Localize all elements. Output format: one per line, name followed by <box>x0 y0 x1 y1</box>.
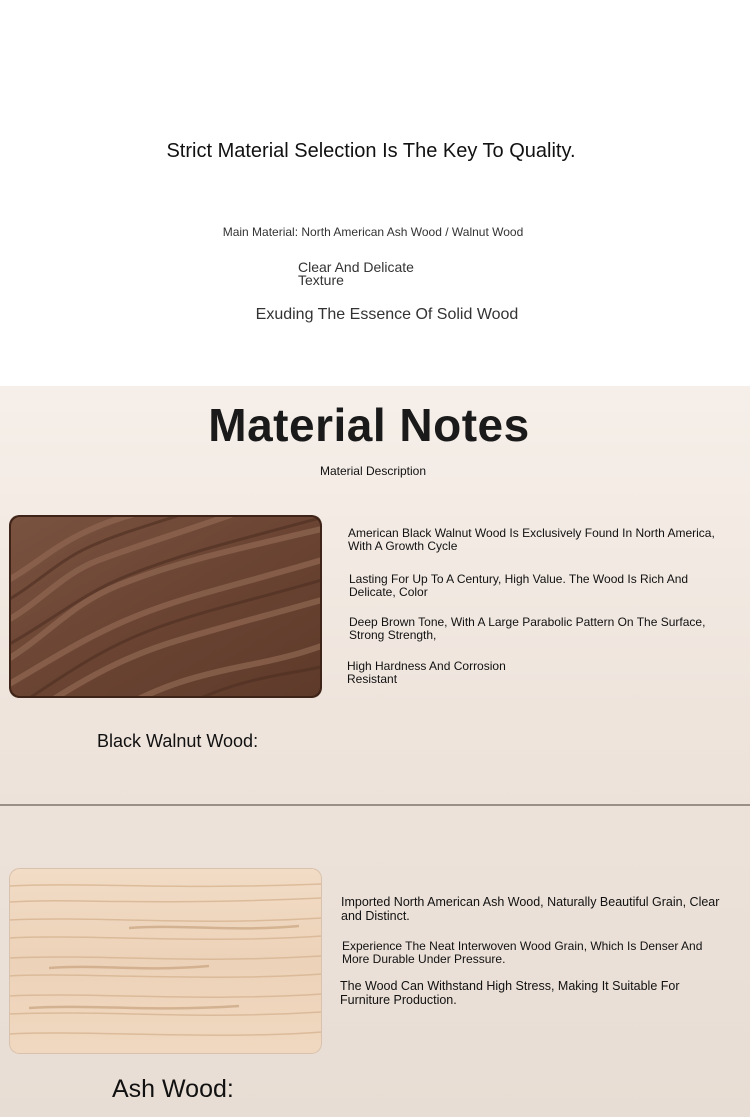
essence-text: Exuding The Essence Of Solid Wood <box>255 306 519 323</box>
material-description-subheading: Material Description <box>319 464 427 478</box>
ash-paragraph: Experience The Neat Interwoven Wood Grain, Which Is Denser And More Durable Under Pressure. <box>342 939 703 966</box>
texture-text <box>298 261 468 287</box>
main-material-text: Main Material: North American Ash Wood / Walnut Wood <box>222 225 524 239</box>
ash-label: Ash Wood: <box>112 1075 234 1103</box>
walnut-paragraph: Lasting For Up To A Century, High Value. The Wood Is Rich And Delicate, Color <box>349 572 689 599</box>
walnut-label: Black Walnut Wood: <box>97 731 259 751</box>
material-notes-heading: Material Notes <box>208 399 530 451</box>
ash-wood-image <box>9 868 322 1054</box>
section-divider <box>0 804 750 806</box>
texture-line-2: Texture <box>298 272 344 288</box>
intro-title: Strict Material Selection Is The Key To Quality. <box>166 140 576 162</box>
ash-wood-texture-icon <box>9 868 322 1054</box>
ash-paragraph: The Wood Can Withstand High Stress, Making It Suitable For Furniture Production. <box>340 979 680 1007</box>
walnut-paragraph: American Black Walnut Wood Is Exclusively Found In North America, With A Growth Cycle <box>348 526 715 553</box>
intro-section <box>0 0 750 386</box>
walnut-wood-image <box>9 515 322 698</box>
walnut-paragraph: Deep Brown Tone, With A Large Parabolic Pattern On The Surface, Strong Strength, <box>349 615 706 642</box>
ash-paragraph: Imported North American Ash Wood, Naturally Beautiful Grain, Clear and Distinct. <box>341 895 720 923</box>
walnut-wood-texture-icon <box>9 515 322 698</box>
texture-line-1: Clear And Delicate <box>298 259 414 275</box>
walnut-paragraph: High Hardness And Corrosion Resistant <box>347 659 506 686</box>
